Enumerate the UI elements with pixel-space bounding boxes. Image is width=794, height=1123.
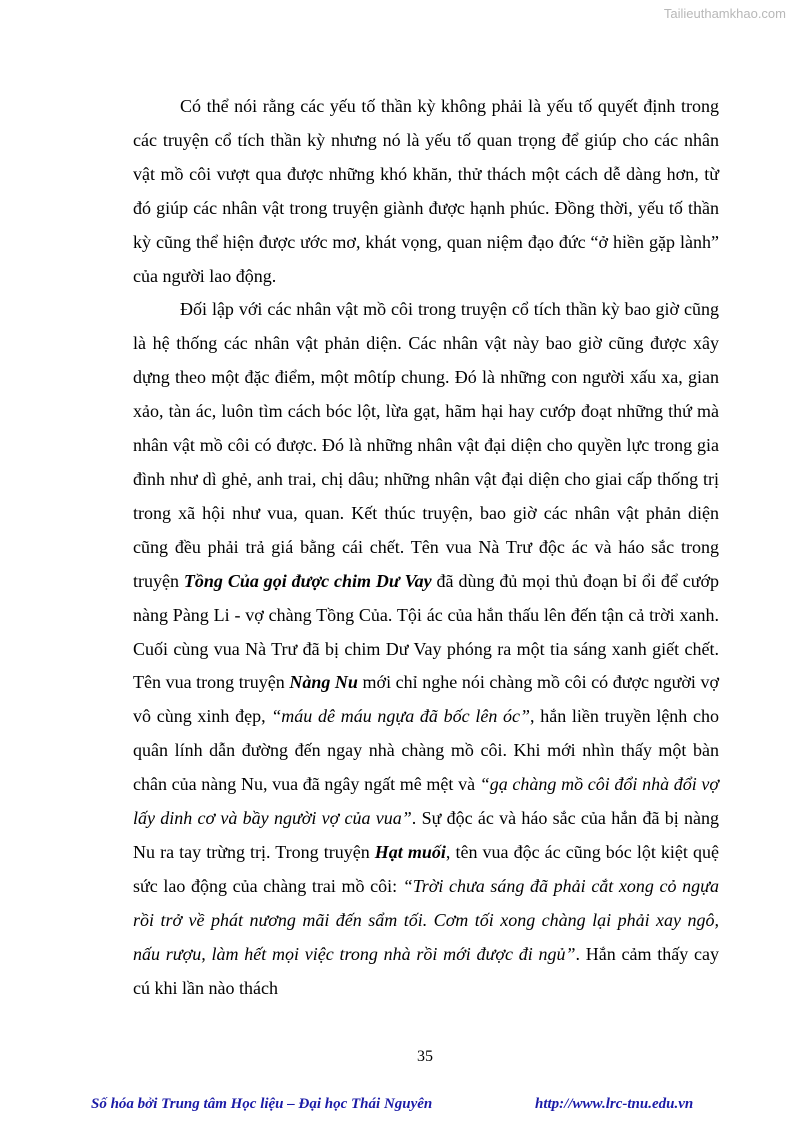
- paragraph-2: [133, 293, 719, 1005]
- story-title: Hạt muối: [374, 841, 446, 862]
- page-number: 35: [417, 1048, 433, 1065]
- text-run: , hắn liền truyền lệnh cho quân lính dẫn đường đến ngay nhà chàng mồ côi. Khi mới nhìn thấy một bàn chân của nàng Nu, vua đã ngây ngất mê mệt và: [133, 706, 719, 795]
- page-body: [133, 90, 719, 1005]
- story-title: Nàng Nu: [289, 672, 358, 693]
- footer-url-link[interactable]: http://www.lrc-tnu.edu.vn: [535, 1096, 694, 1112]
- footer-digitized-by: Số hóa bởi Trung tâm Học liệu – Đại học Thái Nguyên: [91, 1096, 433, 1112]
- quotation: “máu dê máu ngựa đã bốc lên óc”: [271, 706, 531, 727]
- text-run: . Sự độc ác và háo sắc của hắn đã bị nàng Nu ra tay trừng trị. Trong truyện: [133, 808, 719, 862]
- text-run: , tên vua độc ác cũng bóc lột kiệt quệ sức lao động của chàng trai mồ côi:: [133, 841, 719, 896]
- quotation: “gạ chàng mồ côi đổi nhà đổi vợ lấy dinh cơ và bầy người vợ của vua”: [133, 774, 720, 829]
- text-run: mới chỉ nghe nói chàng mồ côi có được người vợ vô cùng xinh đẹp,: [133, 672, 719, 727]
- paragraph-1: Có thể nói rằng các yếu tố thần kỳ không phải là yếu tố quyết định trong các truyện cổ tích thần kỳ nhưng nó là yếu tố quan trọng để giúp cho các nhân vật mồ côi vượt qua được những khó khăn, thử thách một cách dễ dàng hơn, từ đó giúp các nhân vật trong truyện giành được hạnh phúc. Đồng thời, yếu tố thần kỳ cũng thể hiện được ước mơ, khát vọng, quan niệm đạo đức “ở hiền gặp lành” của người lao động.: [133, 96, 719, 286]
- watermark: Tailieuthamkhao.com: [663, 6, 786, 21]
- text-run: đã dùng đủ mọi thủ đoạn bỉ ổi để cướp nàng Pàng Li - vợ chàng Tồng Của. Tội ác của hắn thấu lên đến tận cả trời xanh. Cuối cùng vua Nà Trư đã bị chim Dư Vay phóng ra một tia sáng xanh giết chết. Tên vua trong truyện: [133, 570, 719, 693]
- quotation: “Trời chưa sáng đã phải cắt xong cỏ ngựa rồi trở về phát nương mãi đến sẩm tối. Cơm tối xong chàng lại phải xay ngô, nấu rượu, làm hết mọi việc trong nhà rồi mới được đi ngủ”: [133, 875, 719, 964]
- text-run: Đối lập với các nhân vật mồ côi trong truyện cổ tích thần kỳ bao giờ cũng là hệ thống các nhân vật phản diện. Các nhân vật này bao giờ cũng được xây dựng theo một đặc điểm, một môtíp chung. Đó là những con người xấu xa, gian xảo, tàn ác, luôn tìm cách bóc lột, lừa gạt, hãm hại hay cướp đoạt những thứ mà nhân vật mồ côi có được. Đó là những nhân vật đại diện cho quyền lực trong gia đình như dì ghẻ, anh trai, chị dâu; những nhân vật đại diện cho giai cấp thống trị trong xã hội như vua, quan. Kết thúc truyện, bao giờ các nhân vật phản diện cũng đều phải trả giá bằng cái chết. Tên vua Nà Trư độc ác và háo sắc trong truyện: [133, 299, 719, 591]
- text-run: . Hắn cảm thấy cay cú khi lần nào thách: [133, 943, 720, 998]
- story-title: Tồng Của gọi được chim Dư Vay: [183, 570, 432, 591]
